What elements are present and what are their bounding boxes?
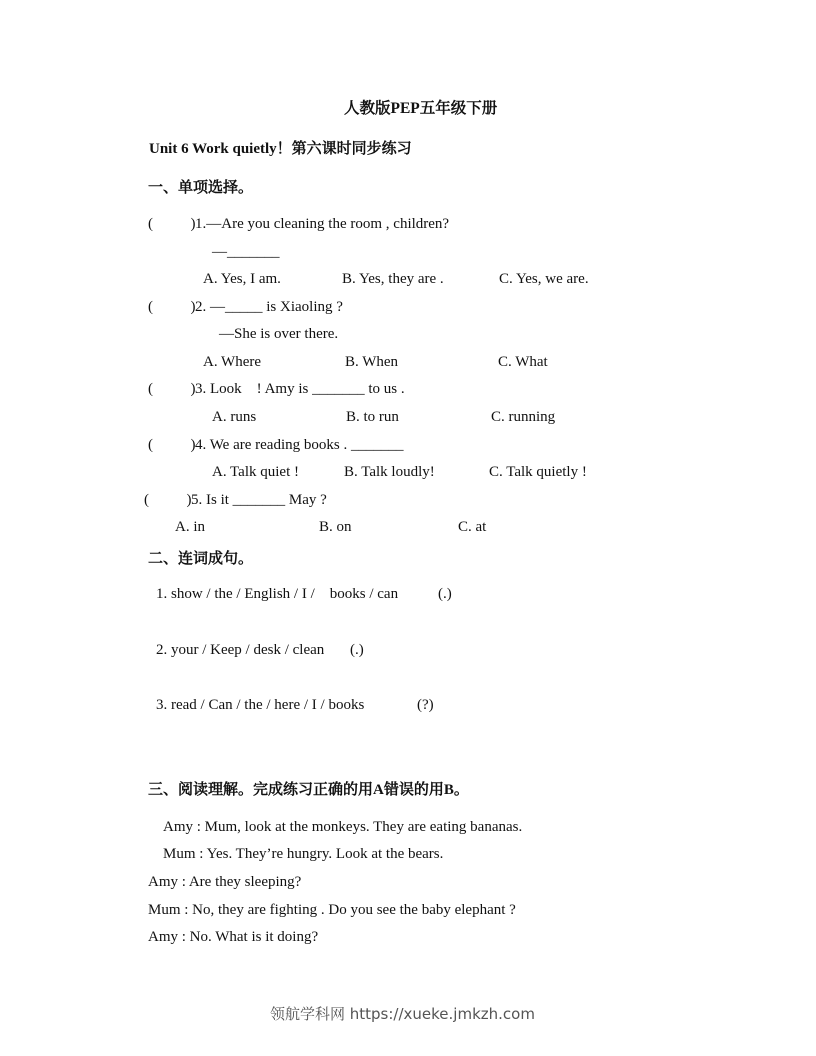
option-a: A. Yes, I am. — [203, 271, 281, 287]
question-stem: 2. —_____ is Xiaoling ? — [195, 299, 343, 315]
sentence-punct: (?) — [417, 697, 434, 713]
dialogue-line: Amy : Are they sleeping? — [148, 874, 302, 890]
question-stem: 3. Look ! Amy is _______ to us . — [195, 381, 405, 397]
option-c: C. running — [491, 409, 556, 425]
option-b: B. Yes, they are . — [342, 271, 444, 287]
option-b: B. to run — [346, 409, 399, 425]
section-heading-sentences: 二、连词成句。 — [148, 551, 254, 567]
page-title: 人教版PEP五年级下册 — [344, 100, 498, 117]
dialogue-line: Amy : Mum, look at the monkeys. They are eating bananas. — [163, 819, 523, 835]
lesson-subtitle: Unit 6 Work quietly！第六课时同步练习 — [149, 141, 412, 157]
option-a: A. runs — [212, 409, 257, 425]
sentence-punct: (.) — [350, 642, 364, 658]
answer-line: —_______ — [212, 244, 280, 260]
option-a: A. in — [175, 519, 205, 535]
dialogue-line: Mum : No, they are fighting . Do you see the baby elephant ? — [148, 902, 516, 918]
question-stem: 4. We are reading books . _______ — [195, 437, 404, 453]
sentence-words: 3. read / Can / the / here / I / books — [156, 697, 365, 713]
answer-bracket: ( ) — [148, 437, 196, 453]
sentence-punct: (.) — [438, 586, 452, 602]
option-c: C. at — [458, 519, 487, 535]
option-b: B. on — [319, 519, 352, 535]
footer-watermark: 领航学科网 https://xueke.jmkzh.com — [270, 1005, 535, 1023]
question-stem: 1.—Are you cleaning the room , children? — [195, 216, 450, 232]
dialogue-line: Amy : No. What is it doing? — [148, 929, 319, 945]
option-b: B. When — [345, 354, 399, 370]
dialogue-line: Mum : Yes. They’re hungry. Look at the bears. — [163, 846, 444, 862]
option-c: C. What — [498, 354, 548, 370]
section-heading-choice: 一、单项选择。 — [148, 180, 254, 196]
section-heading-reading: 三、阅读理解。完成练习正确的用A错误的用B。 — [148, 782, 469, 798]
answer-bracket: ( ) — [148, 381, 196, 397]
option-b: B. Talk loudly! — [344, 464, 435, 480]
option-a: A. Where — [203, 354, 262, 370]
answer-bracket: ( ) — [144, 492, 192, 508]
option-c: C. Talk quietly ! — [489, 464, 587, 480]
answer-bracket: ( ) — [148, 216, 196, 232]
answer-bracket: ( ) — [148, 299, 196, 315]
option-a: A. Talk quiet ! — [212, 464, 299, 480]
option-c: C. Yes, we are. — [499, 271, 589, 287]
sentence-words: 2. your / Keep / desk / clean — [156, 642, 325, 658]
sentence-words: 1. show / the / English / I / books / can — [156, 586, 399, 602]
answer-line: —She is over there. — [219, 326, 339, 342]
question-stem: 5. Is it _______ May ? — [191, 492, 327, 508]
